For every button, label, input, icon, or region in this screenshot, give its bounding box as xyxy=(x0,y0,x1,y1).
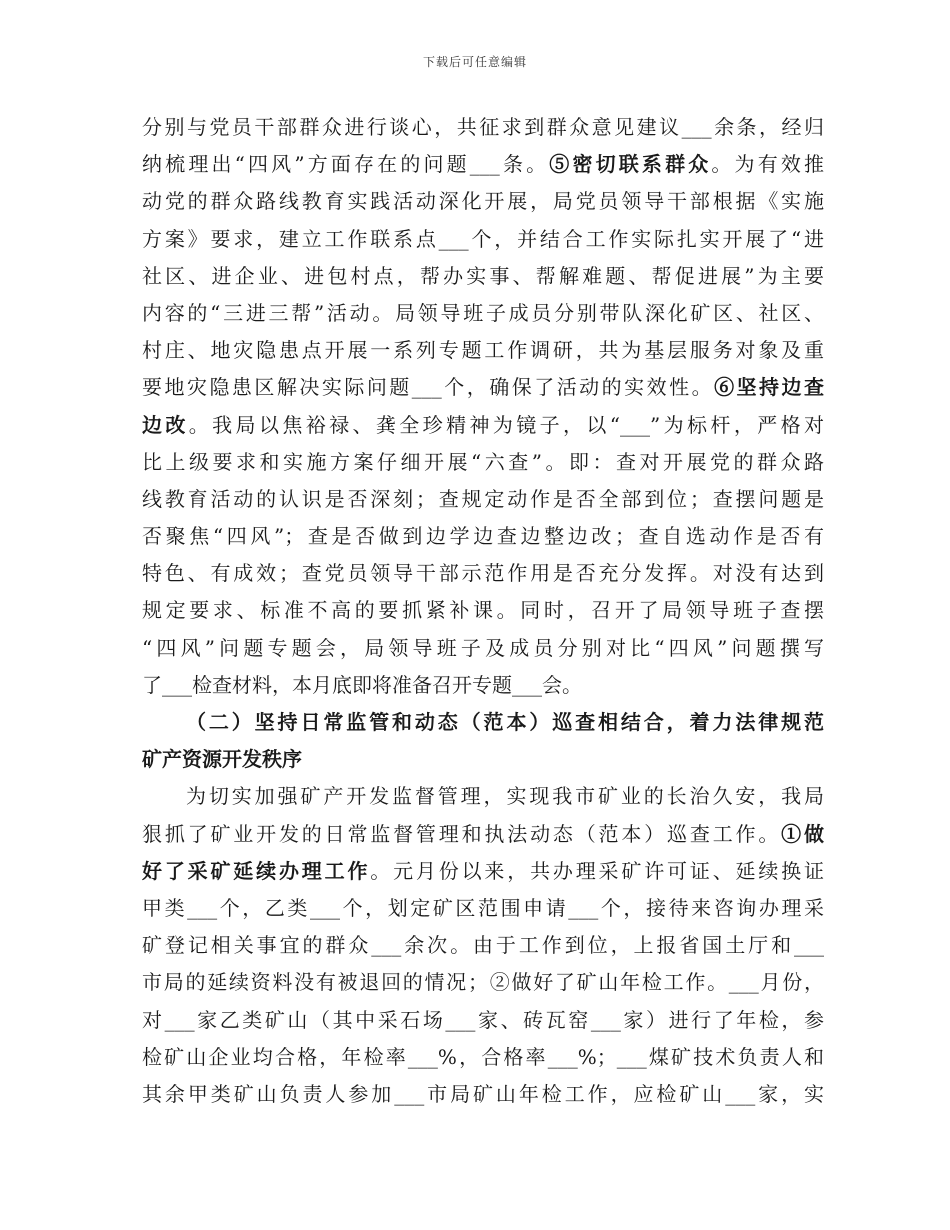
text-line: 其余甲类矿山负责人参加___市局矿山年检工作，应检矿山___家，实 xyxy=(142,1081,824,1106)
text-line xyxy=(142,407,824,444)
text-line: 比上级要求和实施方案仔细开展“六查”。即：查对开展党的群众路 xyxy=(142,449,824,474)
text-line: 检矿山企业均合格，年检率___%，合格率___%；___煤矿技术负责人和 xyxy=(142,1044,824,1069)
text-line: 方案》要求，建立工作联系点___个，并结合工作实际扎实开展了“进 xyxy=(142,226,824,251)
page-header: 下载后可任意编辑 xyxy=(422,55,527,69)
section-heading: （二）坚持日常监管和动态（范本）巡查相结合，着力法律规范 xyxy=(186,710,824,734)
text-segment: 要地灾隐患区解决实际问题___个，确保了活动的实效性。 xyxy=(142,375,715,400)
text-line: 村庄、地灾隐患点开展一系列专题工作调研，共为基层服务对象及重 xyxy=(142,338,824,363)
text-line xyxy=(142,369,824,406)
text-segment: 。我局以焦裕禄、龚全珍精神为镜子，以“___”为标杆，严格对 xyxy=(188,412,824,437)
text-line: 特色、有成效；查党员领导干部示范作用是否充分发挥。对没有达到 xyxy=(142,561,824,586)
text-line: 矿登记相关事宜的群众___余次。由于工作到位，上报省国土厅和___ xyxy=(142,933,824,958)
text-line: 否聚焦“四风”；查是否做到边学边查边整边改；查自选动作是否有 xyxy=(142,524,824,549)
text-line: 内容的“三进三帮”活动。局领导班子成员分别带队深化矿区、社区、 xyxy=(142,300,824,325)
text-line xyxy=(142,816,824,853)
text-line: 社区、进企业、进包村点，帮办实事、帮解难题、帮促进展”为主要 xyxy=(142,263,824,288)
text-line: 对___家乙类矿山（其中采石场___家、砖瓦窑___家）进行了年检，参 xyxy=(142,1007,824,1032)
text-line: 分别与党员干部群众进行谈心，共征求到群众意见建议___余条，经归 xyxy=(142,115,824,139)
document-body xyxy=(142,109,824,1113)
text-line: 甲类___个，乙类___个，划定矿区范围申请___个，接待来咨询办理采 xyxy=(142,895,824,920)
bold-topic: ①做 xyxy=(781,821,824,846)
text-segment: 纳梳理出“四风”方面存在的问题___条。 xyxy=(142,152,550,177)
section-heading: 矿产资源开发秩序 xyxy=(142,747,302,772)
text-segment: 。为有效推 xyxy=(711,152,825,177)
bold-topic: 边改 xyxy=(142,412,189,437)
text-segment: 狠抓了矿业开发的日常监督管理和执法动态（范本）巡查工作。 xyxy=(142,821,782,846)
text-line: 了___检查材料，本月底即将准备召开专题___会。 xyxy=(142,672,582,697)
text-line xyxy=(142,853,824,890)
text-line: “四风”问题专题会，局领导班子及成员分别对比“四风”问题撰写 xyxy=(142,635,824,660)
bold-topic: 好了采矿延续办理工作 xyxy=(142,858,371,883)
text-line: 为切实加强矿产开发监督管理，实现我市矿业的长治久安，我局 xyxy=(186,784,824,809)
text-line: 规定要求、标准不高的要抓紧补课。同时，召开了局领导班子查摆 xyxy=(142,598,824,623)
text-line xyxy=(142,146,824,183)
bold-topic: ⑤密切联系群众 xyxy=(549,152,712,177)
text-line: 市局的延续资料没有被退回的情况；②做好了矿山年检工作。___月份， xyxy=(142,970,824,995)
text-line: 线教育活动的认识是否深刻；查规定动作是否全部到位；查摆问题是 xyxy=(142,486,824,511)
bold-topic: ⑥坚持边查 xyxy=(714,375,825,400)
text-line: 动党的群众路线教育实践活动深化开展，局党员领导干部根据《实施 xyxy=(142,189,824,214)
text-segment: 。元月份以来，共办理采矿许可证、延续换证 xyxy=(370,858,825,883)
